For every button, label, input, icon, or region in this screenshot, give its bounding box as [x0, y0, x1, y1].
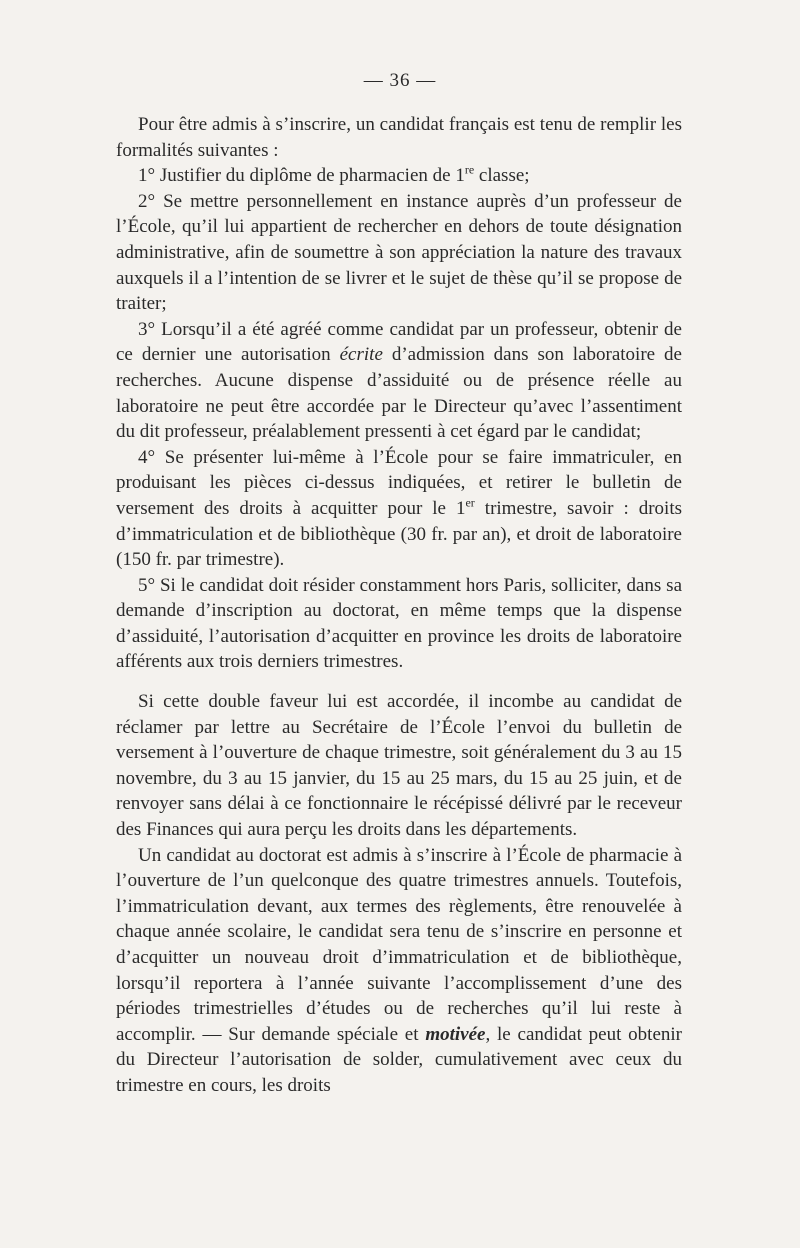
paragraph-intro: Pour être admis à s’inscrire, un candidat français est tenu de remplir les formalités suivantes : [116, 114, 682, 161]
item-1-text-end: classe; [474, 165, 530, 187]
paragraph-6: Si cette double faveur lui est accordée, il incombe au candidat de réclamer par lettre au Secrétaire de l’École l’envoi du bulletin de versement à l’ouverture de chaque trimestre, soit généralement du 3 au 15 novembre, du 3 au 15 janvier, du 15 au 25 mars, du 15 au 25 juin, et de renvoyer sans délai à ce fonctionnaire le récépissé délivré par le receveur des Finances qui aura perçu les droits dans les départements. [116, 691, 682, 841]
paragraph-item-3 [116, 317, 682, 445]
page-number: — 36 — [363, 70, 437, 91]
paragraph-7-text-end: , le candidat peut obtenir du Directeur l’autorisation de solder, cumulativement avec ceux du trimestre en cours, les droits [116, 1023, 682, 1096]
paragraph-7-emphasis: motivée [425, 1023, 486, 1045]
item-3-emphasis: écrite [339, 344, 383, 366]
body-text [116, 112, 682, 1099]
paragraph-item-1 [116, 163, 682, 189]
paragraph-item-2: 2° Se mettre personnellement en instance auprès d’un professeur de l’École, qu’il lui appartient de rechercher en dehors de toute désignation administrative, afin de soumettre à son appréciation la nature des travaux auxquels il a l’intention de se livrer et le sujet de thèse qu’il se propose de traiter; [116, 190, 682, 315]
paragraph-item-5: 5° Si le candidat doit résider constamment hors Paris, solliciter, dans sa demande d’inscription au doctorat, en même temps que la dispense d’assiduité, l’autorisation d’acquitter en province les droits de laboratoire afférents aux trois derniers trimestres. [116, 574, 682, 673]
paragraph-7 [116, 843, 682, 1099]
item-4-superscript: er [465, 495, 475, 510]
item-3-text: 3° Lorsqu’il a été agréé comme candidat par un professeur, obtenir de ce dernier une autorisation [116, 318, 682, 366]
item-4-text-end: trimestre, savoir : droits d’immatriculation et de bibliothèque (30 fr. par an), et droit de laboratoire (150 fr. par trimestre). [116, 497, 682, 571]
item-1-superscript: re [464, 162, 475, 177]
paragraph-item-4 [116, 445, 682, 573]
item-4-text: 4° Se présenter lui-même à l’École pour se faire immatriculer, en produisant les pièces ci-dessus indiquées, et retirer le bulletin de versement des droits à acquitter pour le 1 [116, 446, 682, 519]
item-3-text-end: d’admission dans son laboratoire de recherches. Aucune dispense d’assiduité ou de présence réelle au laboratoire ne peut être accordée par le Directeur qu’avec l’assentiment du dit professeur, préalablement pressenti à cet égard par le candidat; [116, 344, 682, 443]
item-1-text: 1° Justifier du diplôme de pharmacien de 1 [138, 165, 465, 187]
paragraph-7-text: Un candidat au doctorat est admis à s’inscrire à l’École de pharmacie à l’ouverture de l’un quelconque des quatre trimestres annuels. Toutefois, l’immatriculation devant, aux termes des règlements, être renouvelée à chaque année scolaire, le candidat sera tenu de s’inscrire en personne et d’acquitter un nouveau droit d’immatriculation et de bibliothèque, lorsqu’il reportera à l’année suivante l’accomplissement d’une des périodes trimestrielles d’études ou de recherches qu’il lui reste à accomplir. — Sur demande spéciale et [116, 844, 682, 1045]
